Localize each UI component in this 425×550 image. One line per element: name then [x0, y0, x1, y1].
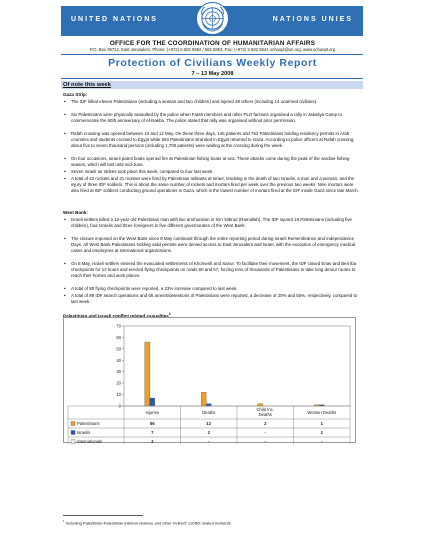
bar — [150, 398, 155, 406]
category-label: Child Inc. — [256, 407, 274, 412]
office-name: OFFICE FOR THE COORDINATION OF HUMANITARIAN AFFAIRS — [109, 40, 316, 47]
west-bank-bullet: ▪ A total of 80 flying checkpoints were reported, a 23% increase compared to last week. — [71, 286, 360, 292]
office-address: P.O. Box 38712, East Jerusalem, Phone: (+972) 2-582 9962 / 582 5853, Fax: (+972) 2-582 5841 ochaopt@un.org, www.ochaopt.org — [89, 47, 336, 52]
data-label: 3 — [151, 439, 154, 444]
y-tick-label: 60 — [116, 334, 121, 340]
west-bank-bullet: ▪ On 8 May, Israeli settlers entered the evacuated settlements of Khomesh and Sanur. To facilitate their movement, the IDF closed Enav and Beit Iba checkpoints for 12 hours and erected flying checkpoints on roads 60 and 57, forcing tens of thousands of Palestinians to take long detour routes to reach their homes and work places. — [71, 261, 360, 280]
org-name-french: NATIONS UNIES — [272, 16, 353, 23]
category-label: Injuries — [145, 410, 159, 415]
data-label: 56 — [149, 421, 155, 426]
gaza-bullet: ▪ Six Palestinians were physically assaulted by the police when Fatah members and other PLO factions organised a rally in Jabaliya Camp to commemorate the 60th anniversary of Al-Nakba. The police stated that rally was organised without prior permission. — [71, 112, 360, 124]
category-label: Deaths — [258, 412, 272, 417]
gaza-bullet: ▪ On four occasions, Israeli patrol boats opened fire at Palestinian fishing boats at sea. These attacks come during the peak of the sardine fishing season, which will last until mid-June. — [71, 156, 360, 168]
data-label: 2 — [264, 421, 267, 426]
west-bank-bullet: ▪ Israeli settlers killed a 13-year-old Palestinian man with live ammunition in 'Ein Yabrud (Ramallah). The IDF injured 18 Palestinians (including five children), four Israelis and three foreigners in five different governorates of the West Bank. — [71, 217, 360, 229]
chart-caption-footnote-ref: 1 — [168, 312, 171, 316]
legend-swatch — [71, 431, 75, 435]
west-bank-heading: West Bank: — [63, 210, 88, 215]
bar — [145, 342, 150, 406]
report-date: 7 – 13 May 2008 — [191, 71, 234, 77]
footnote-divider — [63, 515, 143, 516]
data-label: 1 — [320, 421, 323, 426]
y-tick-label: 40 — [116, 357, 121, 363]
gaza-bullet: ▪ Seven Israeli air strikes took place this week, compared to four last week. — [71, 169, 360, 175]
gaza-bullet: ▪ The IDF killed eleven Palestinians (including a woman and two children) and injured 38 others (including 14 unarmed civilians). — [71, 99, 360, 105]
y-tick-label: 20 — [116, 380, 121, 386]
data-label: - — [321, 439, 323, 444]
legend-swatch — [71, 422, 75, 426]
data-label: 12 — [206, 421, 212, 426]
bar — [258, 404, 263, 406]
title-divider — [61, 78, 363, 79]
casualties-chart — [63, 317, 356, 443]
y-tick-label: 70 — [116, 323, 121, 329]
data-label: - — [264, 430, 266, 435]
y-tick-label: 30 — [116, 369, 121, 375]
y-tick-label: 0 — [118, 403, 121, 409]
data-label: 1 — [320, 430, 323, 435]
gaza-heading: Gaza Strip: — [63, 92, 88, 97]
org-name-english: UNITED NATIONS — [71, 16, 158, 23]
data-label: 2 — [207, 430, 210, 435]
bar — [201, 392, 206, 406]
gaza-bullet: ▪ A total of 42 rockets and 21 mortars were fired by Palestinian militants at Israel, resulting in the death of two Israelis, a man and a woman, and the injury of three IDF soldiers. This is about the same number of rockets and mortars fired per week over the previous two weeks. Nine mortars were also fired at IDF soldiers conducting ground operations in Gaza, which is the lowest number of mortars fired at the IDF inside Gaza since late March. — [71, 176, 360, 195]
legend-swatch — [71, 440, 75, 444]
gaza-bullet: ▪ Rafah crossing was opened between 10 and 12 May. On these three days, 145 patients and 763 Palestinians holding residency permits in Arab countries and students crossed to Egypt while 553 Palestinians stranded in Egypt returned to Gaza. According to police officers at Rafah crossing, about five to seven thousand persons (including 1,700 patients) were waiting at the crossing during the week. — [71, 131, 360, 150]
data-label: - — [264, 439, 266, 444]
legend-label: Israelis — [77, 430, 91, 435]
west-bank-bullet: ▪ The closure imposed on the West Bank since 8 May continued through the entire reporting period during Israeli Remembrance and Independence Days. All West Bank Palestinians holding valid permits were denied access to East Jerusalem and Israel, with the exception of emergency medical cases and employees at international organizations. — [71, 236, 360, 255]
un-emblem-icon — [196, 2, 229, 35]
report-title: Protection of Civilians Weekly Report — [108, 57, 317, 69]
category-label: Women Deaths — [307, 410, 337, 415]
footnote-text: Including Palestinian-Palestinian internal violence and other 'indirect' conflict related incidents. — [65, 520, 232, 526]
y-tick-label: 50 — [116, 346, 121, 352]
of-note-heading: Of note this week — [63, 81, 111, 88]
bar — [206, 404, 211, 406]
legend-label: Palestinians — [77, 421, 100, 426]
data-label: - — [208, 439, 210, 444]
footnote — [63, 519, 232, 525]
header-divider — [61, 54, 363, 55]
category-label: Deaths — [202, 410, 216, 415]
footnote-marker: 1 — [63, 519, 65, 523]
legend-label: Internationals — [77, 439, 103, 444]
of-note-banner — [61, 81, 363, 89]
data-label: 7 — [151, 430, 154, 435]
casualties-chart-svg — [64, 318, 357, 444]
west-bank-bullet: ▪ A total of 89 IDF search operations and 65 arrests/detentions of Palestinians were reported, a decrease of 20% and 55%, respectively, compared to last week. — [71, 293, 360, 305]
y-tick-label: 10 — [116, 392, 121, 398]
plot-area — [124, 326, 350, 406]
